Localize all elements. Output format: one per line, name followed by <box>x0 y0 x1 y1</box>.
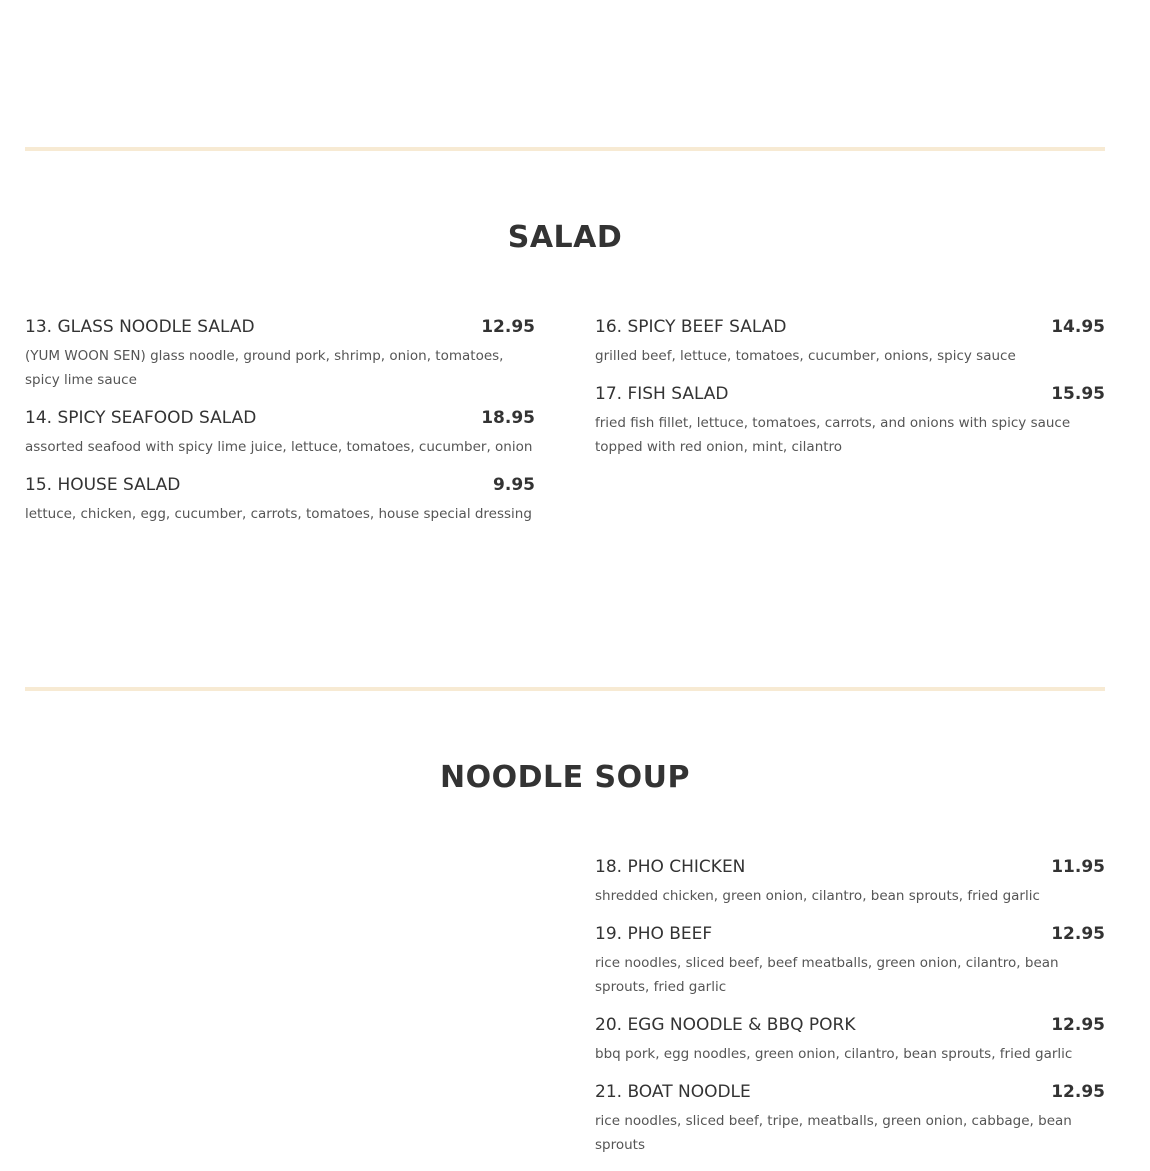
item-price: 12.95 <box>1051 924 1105 944</box>
item-name: 21. BOAT NOODLE <box>595 1082 751 1102</box>
salad-column-right <box>595 315 1105 473</box>
item-price: 12.95 <box>481 317 535 337</box>
item-price: 12.95 <box>1051 1082 1105 1102</box>
salad-column-left <box>25 315 535 540</box>
menu-item <box>595 922 1105 999</box>
item-price: 11.95 <box>1051 857 1105 877</box>
item-description: (YUM WOON SEN) glass noodle, ground pork, shrimp, onion, tomatoes, spicy lime sauce <box>25 348 504 388</box>
item-description: rice noodles, sliced beef, tripe, meatballs, green onion, cabbage, bean sprouts <box>595 1113 1072 1153</box>
item-name: 14. SPICY SEAFOOD SALAD <box>25 408 257 428</box>
noodle-soup-column-right <box>595 855 1105 1171</box>
menu-item <box>595 1080 1105 1157</box>
item-description: shredded chicken, green onion, cilantro, bean sprouts, fried garlic <box>595 888 1040 904</box>
item-description: rice noodles, sliced beef, beef meatballs, green onion, cilantro, bean sprouts, fried garlic <box>595 955 1059 995</box>
section-divider <box>25 687 1105 691</box>
item-name: 15. HOUSE SALAD <box>25 475 181 495</box>
item-name: 18. PHO CHICKEN <box>595 857 746 877</box>
item-name: 16. SPICY BEEF SALAD <box>595 317 787 337</box>
item-description: fried fish fillet, lettuce, tomatoes, carrots, and onions with spicy sauce topped with red onion, mint, cilantro <box>595 415 1071 455</box>
item-price: 9.95 <box>493 475 535 495</box>
item-name: 17. FISH SALAD <box>595 384 729 404</box>
menu-item <box>595 315 1105 368</box>
item-price: 12.95 <box>1051 1015 1105 1035</box>
menu-item <box>25 406 535 459</box>
item-price: 18.95 <box>481 408 535 428</box>
menu-item <box>595 855 1105 908</box>
section-title-salad: SALAD <box>507 220 623 255</box>
item-name: 19. PHO BEEF <box>595 924 713 944</box>
menu-item <box>25 315 535 392</box>
menu-item <box>595 382 1105 459</box>
section-divider <box>25 147 1105 151</box>
item-description: grilled beef, lettuce, tomatoes, cucumber, onions, spicy sauce <box>595 348 1016 364</box>
item-name: 13. GLASS NOODLE SALAD <box>25 317 255 337</box>
item-price: 14.95 <box>1051 317 1105 337</box>
menu-item <box>595 1013 1105 1066</box>
item-description: assorted seafood with spicy lime juice, lettuce, tomatoes, cucumber, onion <box>25 439 533 455</box>
item-price: 15.95 <box>1051 384 1105 404</box>
item-description: bbq pork, egg noodles, green onion, cilantro, bean sprouts, fried garlic <box>595 1046 1073 1062</box>
menu-item <box>25 473 535 526</box>
item-description: lettuce, chicken, egg, cucumber, carrots, tomatoes, house special dressing <box>25 506 532 522</box>
item-name: 20. EGG NOODLE & BBQ PORK <box>595 1015 856 1035</box>
section-title-noodle-soup: NOODLE SOUP <box>439 760 691 795</box>
